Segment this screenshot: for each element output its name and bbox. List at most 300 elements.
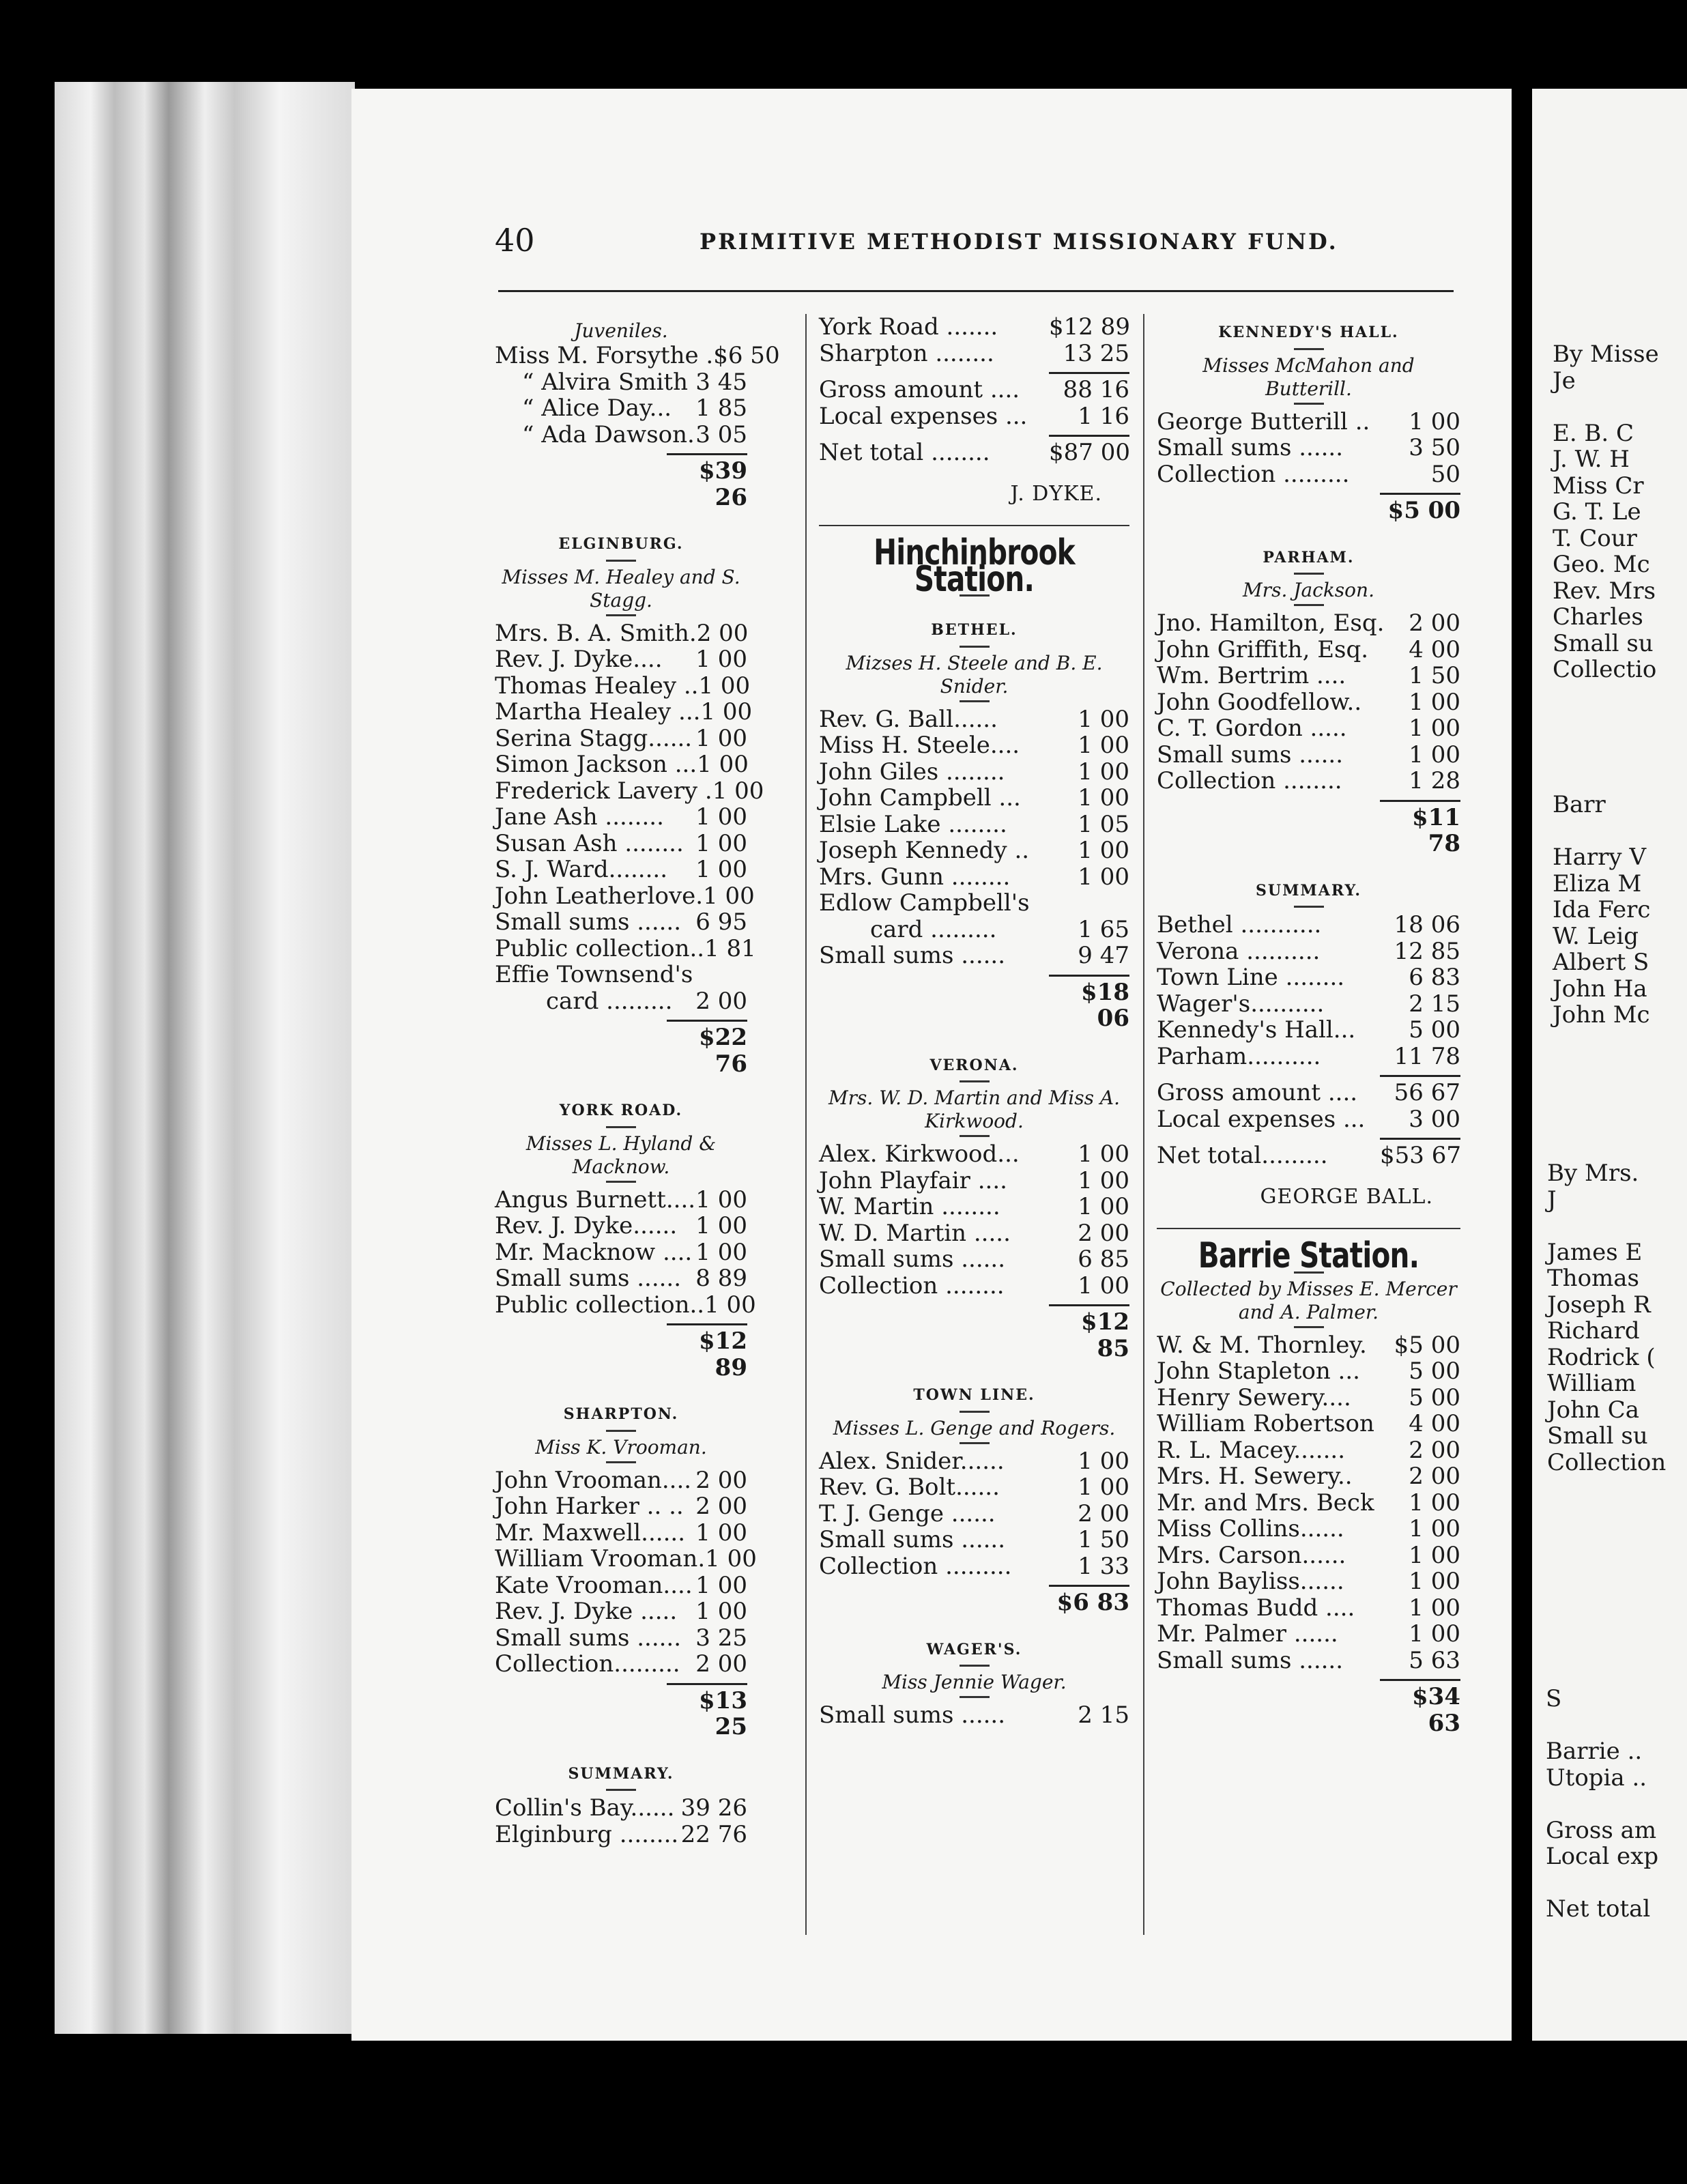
entry-name: Local expenses ... (1157, 1105, 1366, 1133)
entry-name: “ Alice Day... (522, 394, 672, 422)
entry-name: John Playfair .... (819, 1166, 1007, 1194)
fragment-line: John Mc (1553, 1001, 1650, 1029)
ledger-row (495, 1625, 747, 1652)
section-total (495, 453, 747, 511)
entry-amount: 1 85 (695, 394, 747, 422)
ledger-row (819, 732, 1129, 759)
ledger-row (495, 751, 747, 778)
station-title: Barrie Station. (1198, 1235, 1419, 1276)
ledger-row (495, 882, 755, 910)
station-rule (819, 525, 1129, 526)
entry-name: Small sums ...... (819, 1526, 1006, 1553)
entry-name: Small sums ...... (495, 1624, 682, 1652)
ledger-row (1157, 964, 1460, 991)
ledger-row (1157, 1080, 1460, 1106)
entry-name: Rev. G. Ball...... (819, 705, 998, 733)
heading-dash (606, 1461, 636, 1463)
entry-amount: 4 00 (1409, 635, 1460, 663)
entry-name: Public collection.. (495, 934, 705, 962)
ledger-row (495, 672, 751, 700)
heading-dash (960, 1411, 990, 1413)
fragment-line: By Mrs. (1547, 1160, 1639, 1187)
entry-name: John Vrooman.... (495, 1466, 692, 1494)
book-page (351, 89, 1512, 2041)
ledger-row (495, 698, 753, 725)
entry-name: Rev. G. Bolt...... (819, 1474, 1000, 1501)
fragment-line: T. Cour (1553, 524, 1637, 552)
entry-amount: 1 16 (1078, 402, 1129, 430)
column-divider (1143, 314, 1144, 1935)
entry-amount: 1 00 (1078, 1271, 1129, 1299)
section-heading: Juveniles. (574, 319, 668, 342)
entry-amount: 1 81 (704, 934, 756, 962)
page-number: 40 (495, 222, 535, 259)
ledger-row (1157, 1621, 1460, 1648)
entry-name: Net total ........ (819, 439, 990, 466)
entry-amount: 2 00 (695, 1493, 747, 1520)
fragment-line: S (1546, 1685, 1562, 1712)
ledger-row (495, 962, 747, 988)
ledger-row (1157, 1463, 1460, 1490)
entry-amount (693, 962, 747, 988)
entry-name: Bethel ........... (1157, 911, 1322, 938)
heading-dash (606, 1789, 636, 1791)
fragment-line: Joseph R (1547, 1291, 1651, 1319)
fragment-line: W. Leig (1553, 922, 1639, 950)
entry-amount: 39 26 (680, 1794, 747, 1822)
entry-name: Mr. Palmer ...... (1157, 1620, 1338, 1648)
ledger-row (1157, 1542, 1460, 1569)
ledger-row (819, 1194, 1129, 1220)
total-amount: $34 63 (1380, 1679, 1460, 1736)
fragment-line: Utopia .. (1546, 1764, 1647, 1792)
entry-amount: 1 00 (1409, 1594, 1460, 1622)
entry-name: Small sums ...... (819, 942, 1006, 969)
fragment-line: J (1547, 1186, 1557, 1213)
ledger-row (495, 857, 747, 883)
ledger-row (1157, 1017, 1460, 1044)
ledger-row (1157, 768, 1460, 794)
entry-name: Sharpton ........ (819, 339, 994, 367)
entry-name: Rev. J. Dyke ..... (495, 1598, 678, 1625)
column-3 (1157, 314, 1460, 1736)
entry-amount: 1 00 (1078, 1447, 1129, 1475)
ledger-row (495, 1493, 747, 1520)
entry-name: W. D. Martin ..... (819, 1219, 1011, 1247)
entry-amount: 12 85 (1394, 937, 1460, 965)
entry-amount: 1 00 (695, 1571, 747, 1599)
ledger-row (495, 342, 780, 369)
fragment-line: Rodrick ( (1547, 1343, 1656, 1371)
entry-name: Elsie Lake ........ (819, 810, 1007, 838)
fragment-block-a (1553, 341, 1659, 683)
section-heading: SHARPTON. (563, 1405, 679, 1423)
facing-page-fragment (1532, 89, 1687, 2041)
entry-amount: 22 76 (680, 1820, 747, 1848)
entry-amount: 1 00 (1078, 1474, 1129, 1501)
entry-name: Mr. Macknow .... (495, 1238, 693, 1266)
entry-name: T. J. Genge ...... (819, 1499, 996, 1527)
entry-amount: 5 63 (1409, 1646, 1460, 1674)
collectors-line: Collected by Misses E. Mercer and A. Palmer. (1160, 1277, 1457, 1323)
entry-amount: 1 00 (1409, 1568, 1460, 1595)
fragment-line: By Misse (1553, 341, 1659, 368)
collectors-line: Misses L. Hyland & Macknow. (525, 1132, 717, 1178)
entry-amount: 1 00 (1409, 407, 1460, 435)
heading-dash (606, 1126, 636, 1128)
entry-name: Frederick Lavery . (495, 777, 712, 805)
entry-name: Town Line ........ (1157, 964, 1345, 991)
collectors-line: Miss Jennie Wager. (882, 1671, 1067, 1693)
entry-name: Jane Ash ........ (495, 803, 664, 831)
section-total (1157, 1679, 1460, 1736)
signature: J. DYKE. (1010, 481, 1102, 506)
ledger-row (819, 1474, 1129, 1501)
entry-amount: 2 15 (1078, 1701, 1129, 1729)
ledger-row (495, 934, 756, 962)
ledger-row (495, 1265, 747, 1292)
entry-amount: 1 50 (1409, 662, 1460, 689)
entry-amount: 1 00 (695, 1238, 747, 1266)
column-2 (819, 314, 1129, 1729)
ledger-row (495, 725, 747, 752)
entry-amount: 1 00 (1409, 688, 1460, 716)
entry-amount: 1 00 (1409, 741, 1460, 768)
entry-amount: 8 89 (695, 1265, 747, 1292)
ledger-row (1157, 938, 1460, 965)
heading-dash (1294, 604, 1324, 606)
entry-name: card ......... (546, 987, 673, 1015)
entry-name: Susan Ash ........ (495, 829, 684, 857)
ledger-row (819, 837, 1129, 864)
ledger-row (819, 1527, 1129, 1553)
ledger-row (819, 1273, 1129, 1299)
entry-name: “ Ada Dawson. (522, 420, 695, 448)
fragment-line (1553, 394, 1659, 420)
ledger-row (495, 646, 747, 673)
total-amount: $12 89 (667, 1323, 747, 1381)
section-heading: WAGER'S. (926, 1640, 1022, 1658)
entry-amount: 1 00 (1409, 715, 1460, 742)
heading-dash (606, 1181, 636, 1183)
entry-amount: 1 00 (695, 1519, 747, 1547)
entry-name: Verona .......... (1157, 937, 1321, 965)
fragment-block-d (1546, 1686, 1658, 1923)
ledger-row (1157, 1143, 1460, 1169)
entry-name: John Campbell ... (819, 784, 1021, 811)
fragment-line: James E (1547, 1238, 1643, 1266)
entry-amount: 3 00 (1409, 1105, 1460, 1133)
entry-amount: 2 00 (1409, 609, 1460, 637)
fragment-line: Small su (1547, 1422, 1648, 1450)
total-amount: $5 00 (1380, 493, 1460, 524)
ledger-row (819, 1448, 1129, 1475)
collectors-line: Misses McMahon and Butterill. (1202, 354, 1415, 400)
fragment-line: Richard (1547, 1317, 1640, 1345)
entry-name: John Stapleton ... (1157, 1357, 1360, 1385)
entry-name: John Leatherlove. (495, 882, 704, 910)
entry-amount: 1 00 (1409, 1620, 1460, 1648)
section-heading: SUMMARY. (1256, 881, 1361, 900)
fragment-block-c (1547, 1160, 1666, 1476)
entry-name: “ Alvira Smith (522, 368, 688, 396)
entry-amount: 50 (1430, 460, 1460, 488)
section-heading: KENNEDY'S HALL. (1218, 324, 1399, 341)
entry-name: Collection ......... (819, 1552, 1012, 1580)
section-total (819, 975, 1129, 1032)
heading-dash (606, 1430, 636, 1432)
ledger-row (819, 890, 1129, 917)
column-1 (495, 314, 780, 1848)
fragment-line: Small su (1553, 629, 1654, 657)
collectors-line: Misses M. Healey and S. Stagg. (502, 565, 740, 612)
entry-amount: 56 67 (1394, 1079, 1460, 1106)
entry-amount: $87 00 (1049, 439, 1130, 466)
ledger-row (495, 1651, 747, 1678)
ledger-row (1157, 1385, 1460, 1411)
fragment-line: Gross am (1546, 1816, 1657, 1844)
entry-amount: 2 00 (1409, 1436, 1460, 1464)
entry-amount: 9 47 (1078, 942, 1129, 969)
ledger-row (495, 1545, 757, 1572)
entry-name: Collection ......... (1157, 460, 1350, 488)
heading-dash (1294, 348, 1324, 350)
heading-dash (1294, 1326, 1324, 1328)
total-amount: $13 25 (667, 1683, 747, 1740)
heading-dash (1294, 403, 1324, 405)
entry-name: W. & M. Thornley. (1157, 1331, 1367, 1359)
ledger-row (1157, 1106, 1460, 1133)
ledger-row (1157, 1490, 1460, 1517)
collectors-line: Misses L. Genge and Rogers. (833, 1416, 1116, 1439)
entry-amount: $53 67 (1380, 1142, 1461, 1169)
section-heading: SUMMARY. (568, 1764, 674, 1783)
entry-amount: 1 00 (1078, 1166, 1129, 1194)
entry-amount: 1 00 (1078, 1140, 1129, 1168)
ledger-row (819, 811, 1129, 838)
entry-name: Rev. J. Dyke.... (495, 646, 663, 673)
ledger-row (1157, 1595, 1460, 1622)
entry-name: John Griffith, Esq. (1157, 635, 1369, 663)
fragment-line (1553, 818, 1650, 845)
ledger-row (819, 1168, 1129, 1194)
section-heading: VERONA. (929, 1056, 1019, 1074)
heading-dash (960, 700, 990, 702)
fragment-line: Thomas (1547, 1265, 1640, 1292)
section-total (495, 1323, 747, 1381)
fragment-line: Local exp (1546, 1843, 1659, 1870)
section-total (819, 1585, 1129, 1616)
entry-amount: 1 00 (695, 1598, 747, 1625)
ledger-row (819, 917, 1129, 943)
entry-amount: 1 00 (1078, 863, 1129, 891)
entry-amount: 2 00 (1078, 1219, 1129, 1247)
section-total (495, 1683, 747, 1740)
entry-name: Edlow Campbell's (819, 889, 1030, 917)
entry-name: Elginburg ........ (495, 1820, 679, 1848)
entry-amount: $5 00 (1394, 1331, 1460, 1359)
fragment-line: Harry V (1553, 844, 1646, 871)
entry-name: Small sums ...... (1157, 434, 1344, 461)
ledger-row (495, 1795, 747, 1822)
fragment-line (1546, 1870, 1658, 1897)
heading-dash (606, 560, 636, 562)
ledger-row (1157, 637, 1460, 663)
ledger-row (819, 1501, 1129, 1527)
total-amount: $22 76 (667, 1020, 747, 1077)
entry-name: Collection ........ (1157, 767, 1342, 794)
ledger-row (1157, 1437, 1460, 1464)
entry-amount: $6 50 (713, 342, 780, 369)
fragment-line (1546, 1712, 1658, 1739)
entry-amount: 1 00 (1409, 1489, 1460, 1517)
entry-amount: 1 00 (1078, 837, 1129, 864)
entry-name: George Butterill .. (1157, 407, 1370, 435)
heading-dash (1294, 573, 1324, 575)
heading-dash (960, 1442, 990, 1444)
heading-dash (960, 1080, 990, 1082)
ledger-row (495, 1239, 747, 1266)
ledger-row (1157, 409, 1460, 435)
ledger-row (819, 785, 1129, 811)
entry-name: Small sums ...... (819, 1701, 1006, 1729)
entry-name: Effie Townsend's (495, 961, 693, 988)
total-amount: $11 78 (1380, 800, 1460, 857)
ledger-row (495, 620, 747, 647)
ledger-row (819, 943, 1129, 969)
entry-amount: 1 00 (704, 1291, 756, 1319)
ledger-row (495, 909, 747, 936)
fragment-line: J. W. H (1553, 446, 1630, 473)
entry-name: Thomas Healey .. (495, 672, 699, 700)
ledger-row (1157, 610, 1460, 637)
entry-name: Collection......... (495, 1650, 680, 1678)
entry-amount: 2 00 (696, 619, 749, 647)
entry-name: R. L. Macey....... (1157, 1436, 1346, 1464)
ledger-row (1157, 1044, 1460, 1070)
ledger-row (1157, 715, 1460, 742)
entry-name: John Goodfellow.. (1157, 688, 1362, 716)
total-amount: $39 26 (667, 453, 747, 511)
entry-name: Wm. Bertrim .... (1157, 662, 1346, 689)
ledger-row (1157, 663, 1460, 689)
entry-amount: 5 00 (1409, 1383, 1460, 1411)
ledger-row (495, 804, 747, 831)
ledger-row (1157, 1411, 1460, 1437)
ledger-row (819, 1220, 1129, 1247)
entry-amount: 1 00 (1409, 1515, 1460, 1542)
column-divider (805, 314, 807, 1935)
fragment-line: Ida Ferc (1553, 896, 1651, 923)
ledger-row (819, 1553, 1129, 1580)
fragment-line: Collectio (1553, 656, 1657, 683)
entry-amount: 1 00 (1409, 1541, 1460, 1569)
entry-amount: 13 25 (1063, 339, 1129, 367)
ledger-row (1157, 435, 1460, 461)
fragment-line: John Ca (1547, 1396, 1639, 1424)
ledger-row (819, 1702, 1129, 1729)
section-heading: ELGINBURG. (558, 535, 684, 553)
ledger-row (1157, 1648, 1460, 1674)
entry-amount: 18 06 (1394, 911, 1460, 938)
entry-name: Kennedy's Hall... (1157, 1016, 1356, 1044)
section-heading: YORK ROAD. (559, 1102, 683, 1119)
entry-amount: 1 33 (1078, 1552, 1129, 1580)
entry-amount: 1 00 (1078, 758, 1129, 786)
section-total (1157, 800, 1460, 857)
entry-name: Small sums ...... (495, 1265, 682, 1292)
entry-amount: 1 00 (1078, 705, 1129, 733)
entry-amount: 1 00 (695, 646, 747, 673)
page-header (495, 222, 1450, 263)
entry-amount: 1 00 (705, 1545, 757, 1572)
fragment-line (1546, 1791, 1658, 1817)
fragment-line: Je (1553, 367, 1576, 394)
entry-name: Mrs. Gunn ........ (819, 863, 1011, 891)
ledger-row (819, 759, 1129, 786)
fragment-line: Barrie .. (1546, 1738, 1643, 1765)
entry-amount: 1 00 (695, 829, 747, 857)
entry-amount: 1 00 (700, 698, 753, 725)
entry-name: Alex. Snider...... (819, 1447, 1005, 1475)
heading-dash (960, 1135, 990, 1137)
entry-amount: 6 95 (695, 908, 747, 936)
heading-dash (606, 614, 636, 616)
entry-name: York Road ....... (819, 313, 998, 341)
entry-name: Public collection.. (495, 1291, 705, 1319)
fragment-line: G. T. Le (1553, 498, 1641, 526)
ledger-row (495, 1520, 747, 1547)
entry-name: Serina Stagg...... (495, 724, 693, 752)
ledger-row (1157, 1358, 1460, 1385)
heading-dash (960, 646, 990, 648)
heading-dash (960, 1696, 990, 1698)
entry-amount: 1 00 (697, 751, 749, 778)
entry-amount: 1 00 (1078, 732, 1129, 759)
entry-name: William Vrooman. (495, 1545, 706, 1572)
total-amount: $6 83 (1049, 1585, 1129, 1616)
entry-amount: 2 00 (695, 1466, 747, 1494)
entry-amount: 5 00 (1409, 1016, 1460, 1044)
entry-name: Martha Healey ... (495, 698, 701, 725)
ledger-row (819, 706, 1129, 733)
entry-amount: 88 16 (1063, 376, 1129, 403)
entry-amount: 3 45 (695, 368, 747, 396)
entry-name: Gross amount .... (819, 376, 1020, 403)
total-amount: $12 85 (1049, 1304, 1129, 1362)
section-heading: PARHAM. (1263, 548, 1355, 566)
entry-amount: 6 83 (1409, 964, 1460, 991)
entry-name: Rev. J. Dyke...... (495, 1212, 678, 1239)
entry-name: Small sums ...... (819, 1246, 1006, 1273)
entry-name: Jno. Hamilton, Esq. (1157, 609, 1385, 637)
entry-amount: 6 85 (1078, 1246, 1129, 1273)
entry-name: Simon Jackson ... (495, 751, 697, 778)
fragment-line: Net total (1546, 1895, 1651, 1923)
entry-name: Small sums ...... (1157, 1646, 1344, 1674)
entry-amount: 4 00 (1409, 1410, 1460, 1437)
ledger-row (819, 1246, 1129, 1273)
collectors-line: Mrs. Jackson. (1243, 579, 1374, 601)
entry-name: C. T. Gordon ..... (1157, 715, 1347, 742)
heading-dash (960, 1665, 990, 1667)
entry-name: Thomas Budd .... (1157, 1594, 1355, 1622)
entry-name: Collection ........ (819, 1271, 1005, 1299)
ledger-row (819, 341, 1129, 367)
entry-amount: 1 00 (695, 1186, 747, 1213)
heading-dash (1294, 906, 1324, 908)
entry-name: Henry Sewery.... (1157, 1383, 1351, 1411)
